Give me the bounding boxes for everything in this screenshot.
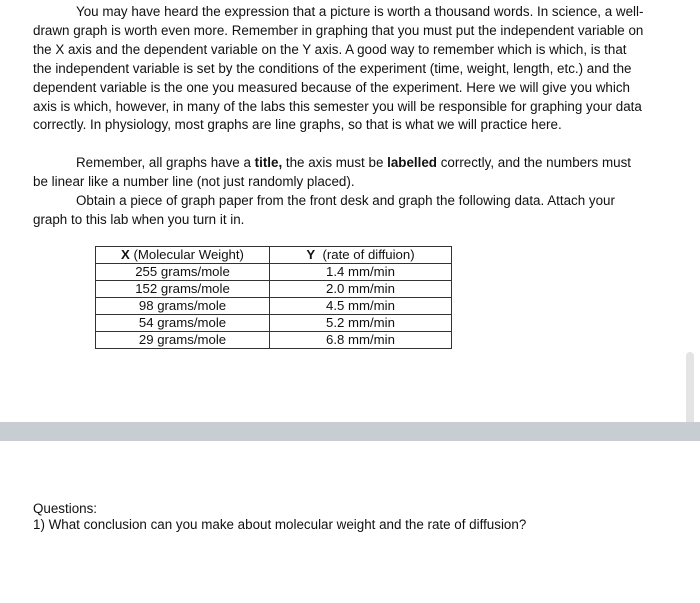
x-value-cell: 255 grams/mole [96,264,270,281]
y-axis-letter: Y [306,247,316,262]
paragraph-2-text-2: the axis must be [282,155,388,170]
y-value-cell: 2.0 mm/min [270,281,452,298]
x-value-cell: 29 grams/mole [96,332,270,349]
table-header-row [96,247,452,264]
question-1: 1) What conclusion can you make about molecular weight and the rate of diffusion? [33,517,527,532]
intro-paragraph-2 [33,154,648,192]
y-header-label: (rate of diffuion) [315,247,415,262]
y-column-header [270,247,452,264]
table-row [96,281,452,298]
x-value-cell: 152 grams/mole [96,281,270,298]
title-emphasis: title, [254,155,283,170]
x-column-header [96,247,270,264]
table-row [96,315,452,332]
x-header-label: (Molecular Weight) [129,247,244,262]
x-value-cell: 98 grams/mole [96,298,270,315]
labelled-emphasis: labelled [387,155,437,170]
table-row [96,298,452,315]
intro-paragraph-3: Obtain a piece of graph paper from the front desk and graph the following data. Attach your graph to this lab when you turn it in. [33,193,615,227]
y-value-cell: 5.2 mm/min [270,315,452,332]
table-row [96,264,452,281]
page-separator [0,422,700,441]
x-value-cell: 54 grams/mole [96,315,270,332]
x-axis-letter: X [121,247,130,262]
questions-heading: Questions: [33,501,98,516]
paragraph-2-text-1: Remember, all graphs have a [76,155,255,170]
intro-paragraph-1: You may have heard the expression that a picture is worth a thousand words. In science, a well-drawn graph is worth even more. Remember in graphing that you must put the independent variable on the X axis and the dependent variable on the Y axis. A good way to remember which is which, is that the independent variable is set by the conditions of the experiment (time, weight, length, etc.) and the dependent variable is the one you measured because of the experiment. Here we will give you which axis is which, however, in many of the labs this semester you will be responsible for graphing your data correctly. In physiology, most graphs are line graphs, so that is what we will practice here. [33,4,644,133]
y-value-cell: 4.5 mm/min [270,298,452,315]
y-value-cell: 6.8 mm/min [270,332,452,349]
y-value-cell: 1.4 mm/min [270,264,452,281]
data-table [95,246,452,349]
paragraph-2-text-3: correctly, and the numbers must be linear like a number line (not just randomly placed). [33,155,631,189]
table-row [96,332,452,349]
